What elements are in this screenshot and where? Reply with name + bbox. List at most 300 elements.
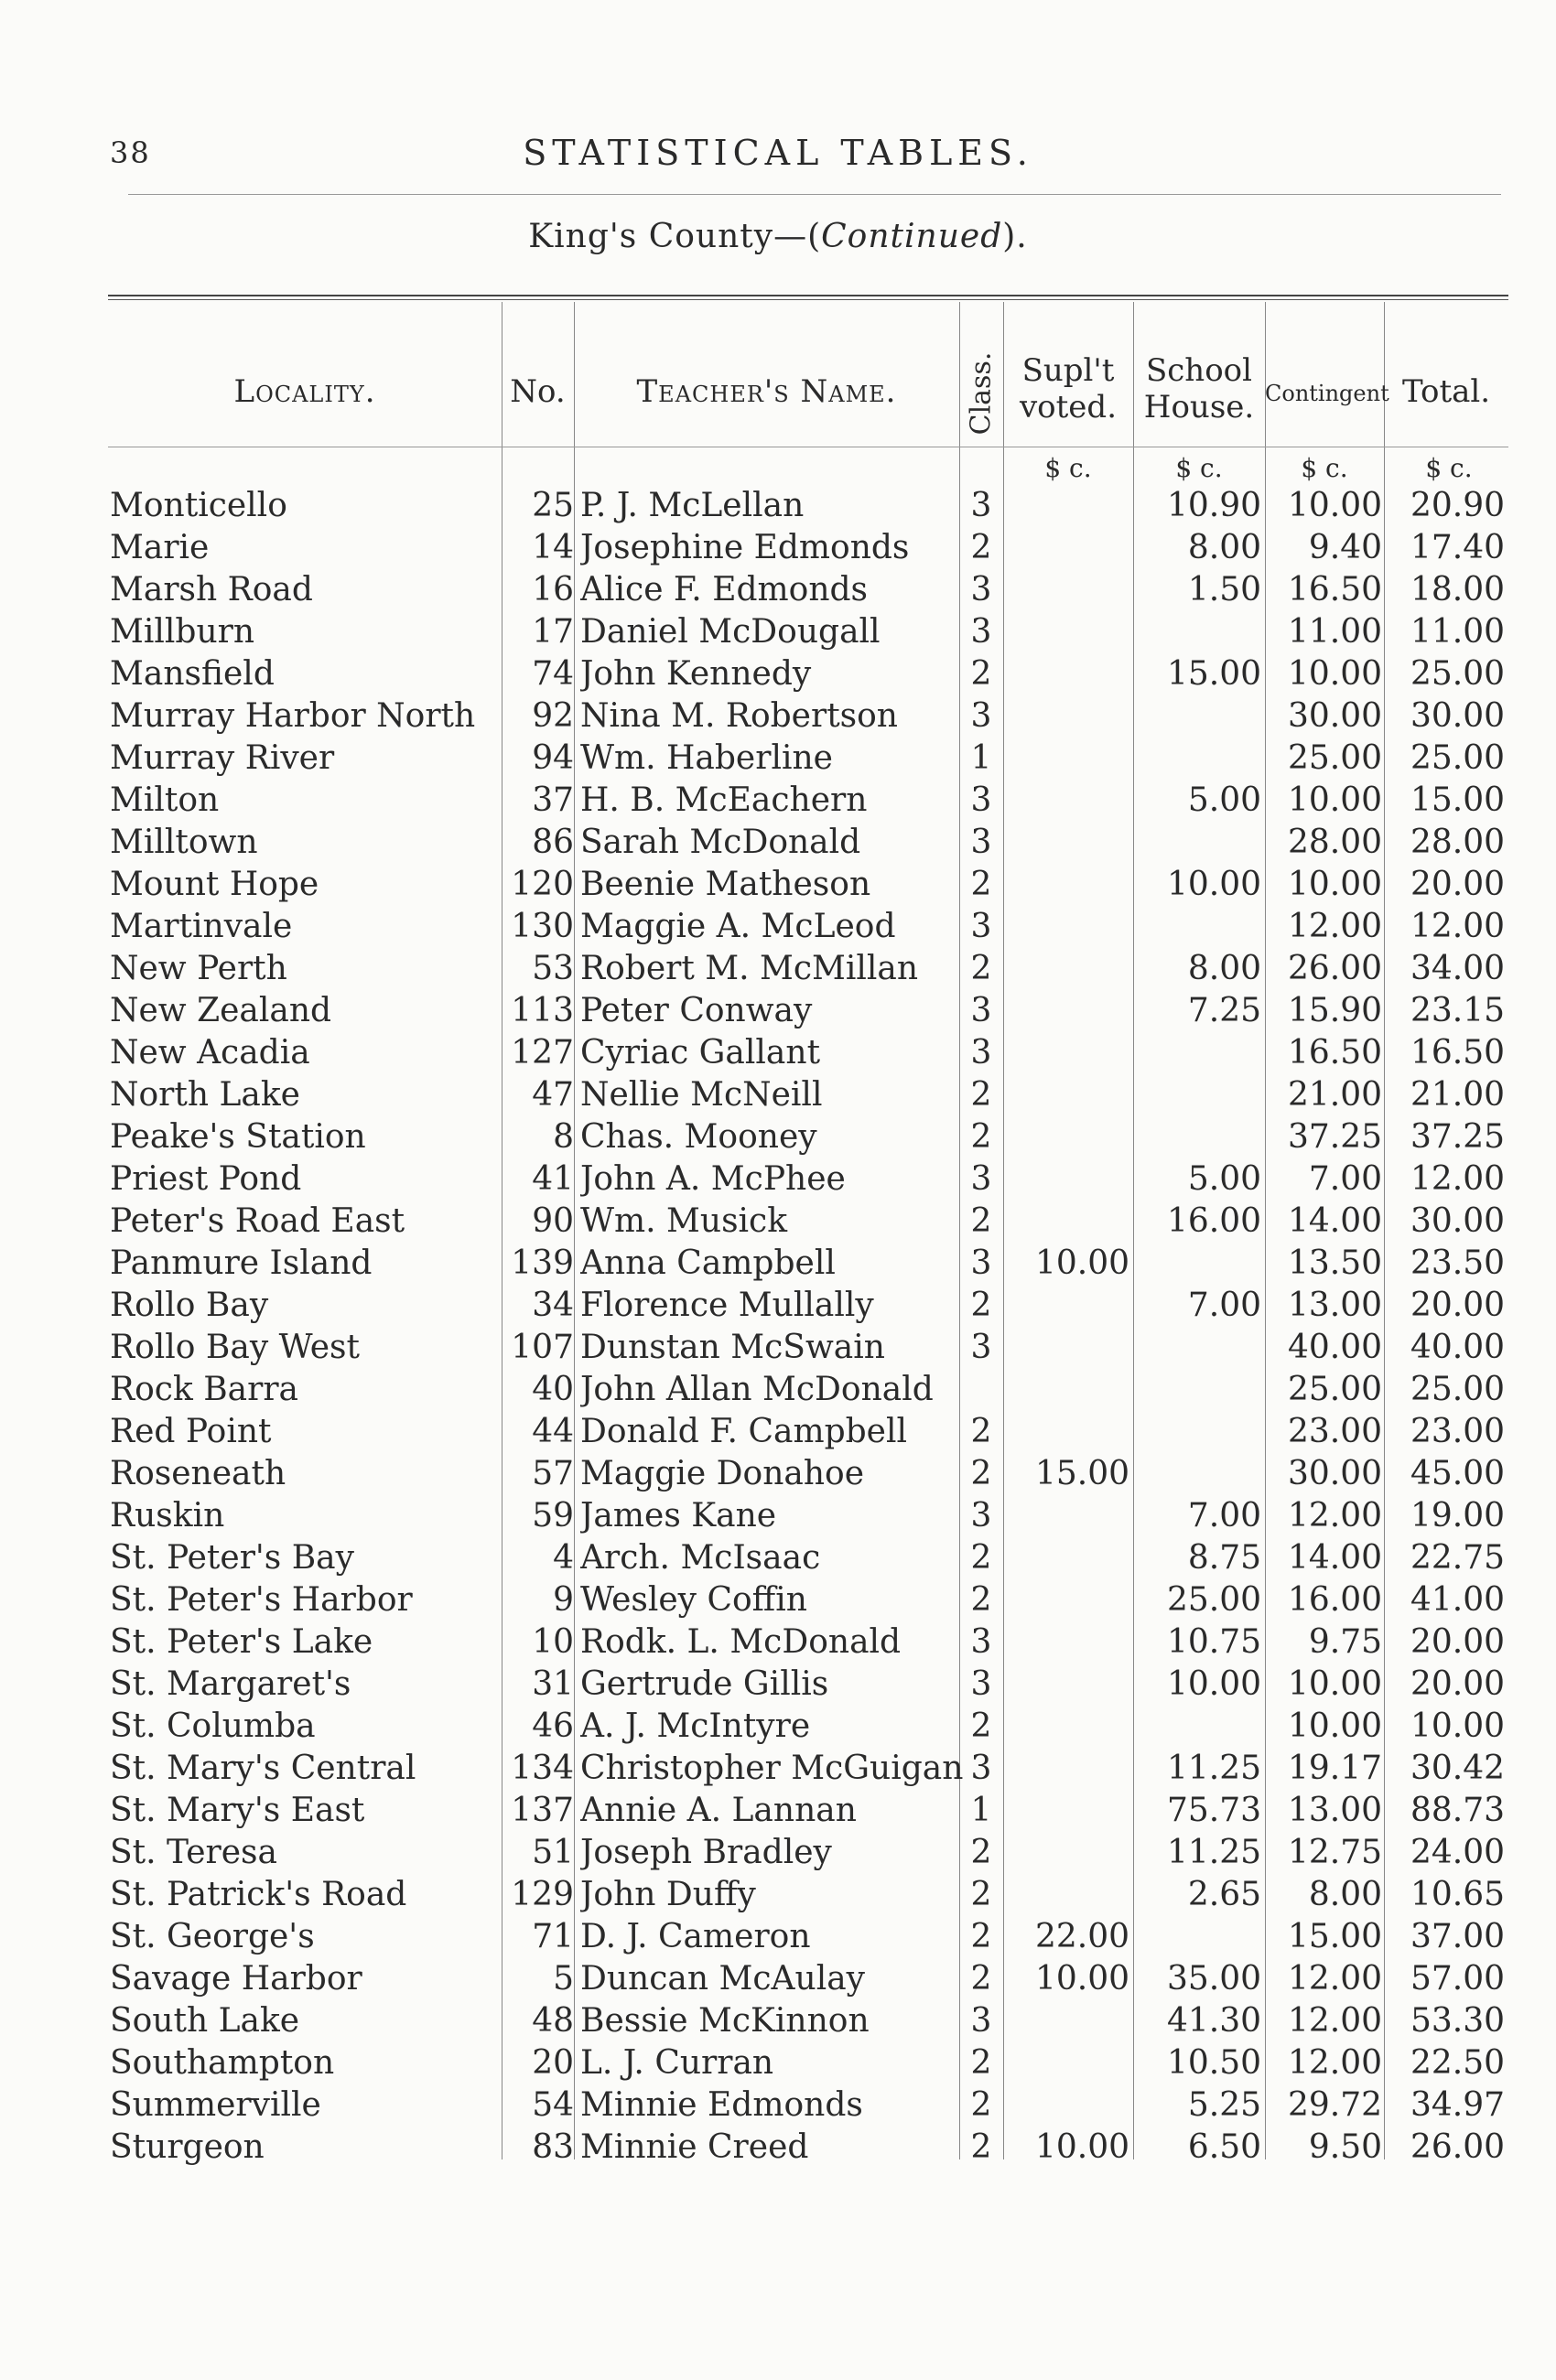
total-cell: 23.15 bbox=[1410, 992, 1505, 1029]
unit-school: $ c. bbox=[1175, 453, 1223, 483]
contingent-cell: 26.00 bbox=[1287, 950, 1382, 987]
table-row bbox=[0, 1032, 1556, 1074]
table-row bbox=[0, 1958, 1556, 2000]
table-row bbox=[0, 653, 1556, 695]
number-cell: 14 bbox=[532, 529, 574, 566]
school-header-line2: House. bbox=[1143, 389, 1255, 425]
teacher-name-cell: Maggie Donahoe bbox=[580, 1455, 865, 1492]
table-row bbox=[0, 906, 1556, 948]
number-cell: 57 bbox=[532, 1455, 574, 1492]
locality-cell: Murray River bbox=[110, 739, 335, 777]
number-cell: 54 bbox=[532, 2086, 574, 2124]
contingent-cell: 14.00 bbox=[1287, 1202, 1382, 1240]
contingent-cell: 12.00 bbox=[1287, 2002, 1382, 2040]
table-row bbox=[0, 611, 1556, 653]
locality-cell: Panmure Island bbox=[110, 1244, 373, 1282]
teacher-name-cell: Dunstan McSwain bbox=[580, 1329, 885, 1366]
teacher-name-cell: Annie A. Lannan bbox=[580, 1792, 857, 1829]
class-cell: 3 bbox=[970, 1160, 992, 1198]
school-house-cell: 8.00 bbox=[1187, 950, 1261, 987]
total-cell: 37.00 bbox=[1410, 1918, 1505, 1955]
locality-cell: Red Point bbox=[110, 1413, 272, 1450]
contingent-cell: 29.72 bbox=[1287, 2086, 1382, 2124]
subtitle-suffix: ). bbox=[1002, 218, 1028, 255]
number-cell: 94 bbox=[532, 739, 574, 777]
locality-cell: Rollo Bay bbox=[110, 1287, 269, 1324]
total-cell: 53.30 bbox=[1410, 2002, 1505, 2040]
teacher-name-cell: Chas. Mooney bbox=[580, 1118, 817, 1156]
class-cell: 2 bbox=[970, 1876, 992, 1913]
total-cell: 28.00 bbox=[1410, 824, 1505, 861]
class-cell: 3 bbox=[970, 2002, 992, 2040]
school-house-cell: 10.00 bbox=[1166, 1665, 1261, 1703]
class-cell: 3 bbox=[970, 1034, 992, 1072]
total-cell: 30.00 bbox=[1410, 697, 1505, 735]
contingent-cell: 13.00 bbox=[1287, 1287, 1382, 1324]
locality-cell: Sturgeon bbox=[110, 2128, 265, 2166]
contingent-cell: 10.00 bbox=[1287, 1665, 1382, 1703]
locality-cell: St. George's bbox=[110, 1918, 315, 1955]
class-cell: 1 bbox=[970, 1792, 992, 1829]
contingent-cell: 14.00 bbox=[1287, 1539, 1382, 1577]
number-cell: 25 bbox=[532, 487, 574, 524]
contingent-cell: 19.17 bbox=[1287, 1750, 1382, 1787]
locality-cell: Marsh Road bbox=[110, 571, 313, 608]
locality-cell: St. Mary's Central bbox=[110, 1750, 416, 1787]
number-cell: 90 bbox=[532, 1202, 574, 1240]
locality-cell: Summerville bbox=[110, 2086, 321, 2124]
locality-cell: Peake's Station bbox=[110, 1118, 366, 1156]
number-cell: 44 bbox=[532, 1413, 574, 1450]
contingent-cell: 12.00 bbox=[1287, 1497, 1382, 1535]
locality-cell: St. Peter's Lake bbox=[110, 1623, 373, 1661]
school-house-cell: 6.50 bbox=[1187, 2128, 1261, 2166]
locality-cell: Millburn bbox=[110, 613, 255, 651]
locality-cell: St. Mary's East bbox=[110, 1792, 365, 1829]
class-cell: 3 bbox=[970, 992, 992, 1029]
table-row bbox=[0, 1916, 1556, 1958]
contingent-cell: 12.75 bbox=[1287, 1834, 1382, 1871]
number-cell: 86 bbox=[532, 824, 574, 861]
class-cell: 3 bbox=[970, 1623, 992, 1661]
total-cell: 22.75 bbox=[1410, 1539, 1505, 1577]
unit-contingent: $ c. bbox=[1301, 453, 1348, 483]
locality-cell: Southampton bbox=[110, 2044, 335, 2082]
class-cell: 2 bbox=[970, 1413, 992, 1450]
number-cell: 71 bbox=[532, 1918, 574, 1955]
number-cell: 129 bbox=[511, 1876, 574, 1913]
class-cell: 3 bbox=[970, 487, 992, 524]
school-house-cell: 11.25 bbox=[1166, 1750, 1261, 1787]
locality-cell: Savage Harbor bbox=[110, 1960, 362, 1998]
school-house-cell: 8.75 bbox=[1187, 1539, 1261, 1577]
class-cell: 2 bbox=[970, 2044, 992, 2082]
school-house-cell: 5.25 bbox=[1187, 2086, 1261, 2124]
school-house-cell: 15.00 bbox=[1166, 655, 1261, 693]
contingent-cell: 30.00 bbox=[1287, 697, 1382, 735]
locality-cell: Mansfield bbox=[110, 655, 275, 693]
supl-header-line2: voted. bbox=[1019, 389, 1118, 425]
table-row bbox=[0, 1158, 1556, 1201]
locality-cell: Martinvale bbox=[110, 908, 293, 945]
table-row bbox=[0, 948, 1556, 990]
teacher-name-cell: Nellie McNeill bbox=[580, 1076, 823, 1114]
number-cell: 31 bbox=[532, 1665, 574, 1703]
table-row bbox=[0, 2084, 1556, 2127]
column-header-no: No. bbox=[510, 373, 566, 410]
contingent-cell: 7.00 bbox=[1308, 1160, 1382, 1198]
school-house-cell: 5.00 bbox=[1187, 781, 1261, 819]
class-cell: 2 bbox=[970, 655, 992, 693]
total-cell: 12.00 bbox=[1410, 908, 1505, 945]
column-header-contingent: Contingent bbox=[1265, 381, 1389, 406]
teacher-name-cell: Wm. Musick bbox=[580, 1202, 788, 1240]
school-house-cell: 16.00 bbox=[1166, 1202, 1261, 1240]
table-row bbox=[0, 2000, 1556, 2042]
total-cell: 30.00 bbox=[1410, 1202, 1505, 1240]
class-cell: 3 bbox=[970, 1329, 992, 1366]
column-header-teacher: Teacher's Name. bbox=[636, 373, 897, 410]
table-row bbox=[0, 990, 1556, 1032]
total-cell: 24.00 bbox=[1410, 1834, 1505, 1871]
class-cell: 1 bbox=[970, 739, 992, 777]
number-cell: 48 bbox=[532, 2002, 574, 2040]
number-cell: 51 bbox=[532, 1834, 574, 1871]
locality-cell: Priest Pond bbox=[110, 1160, 302, 1198]
total-cell: 17.40 bbox=[1410, 529, 1505, 566]
number-cell: 5 bbox=[553, 1960, 574, 1998]
locality-cell: New Perth bbox=[110, 950, 287, 987]
total-cell: 25.00 bbox=[1410, 655, 1505, 693]
table-row bbox=[0, 527, 1556, 569]
supl-voted-cell: 10.00 bbox=[1034, 2128, 1129, 2166]
total-cell: 10.65 bbox=[1410, 1876, 1505, 1913]
header-rule bbox=[128, 194, 1501, 195]
column-header-class bbox=[963, 339, 1000, 448]
table-row bbox=[0, 1285, 1556, 1327]
subtitle-italic: Continued bbox=[821, 218, 1003, 255]
class-cell: 2 bbox=[970, 1960, 992, 1998]
table-row bbox=[0, 1327, 1556, 1369]
contingent-cell: 16.00 bbox=[1287, 1581, 1382, 1619]
teacher-name-cell: H. B. McEachern bbox=[580, 781, 868, 819]
table-row bbox=[0, 1832, 1556, 1874]
unit-supl: $ c. bbox=[1044, 453, 1092, 483]
table-top-rule bbox=[108, 295, 1508, 300]
class-cell: 3 bbox=[970, 1665, 992, 1703]
contingent-cell: 9.50 bbox=[1308, 2128, 1382, 2166]
total-cell: 21.00 bbox=[1410, 1076, 1505, 1114]
school-house-cell: 1.50 bbox=[1187, 571, 1261, 608]
total-cell: 23.50 bbox=[1410, 1244, 1505, 1282]
contingent-cell: 13.00 bbox=[1287, 1792, 1382, 1829]
teacher-name-cell: Duncan McAulay bbox=[580, 1960, 866, 1998]
number-cell: 34 bbox=[532, 1287, 574, 1324]
table-row bbox=[0, 1369, 1556, 1411]
class-cell: 2 bbox=[970, 1581, 992, 1619]
contingent-cell: 16.50 bbox=[1287, 1034, 1382, 1072]
teacher-name-cell: John Kennedy bbox=[580, 655, 812, 693]
class-cell: 2 bbox=[970, 2086, 992, 2124]
table-row bbox=[0, 864, 1556, 906]
teacher-name-cell: P. J. McLellan bbox=[580, 487, 805, 524]
school-house-cell: 10.00 bbox=[1166, 866, 1261, 903]
contingent-cell: 30.00 bbox=[1287, 1455, 1382, 1492]
teacher-name-cell: A. J. McIntyre bbox=[580, 1707, 811, 1745]
teacher-name-cell: Wm. Haberline bbox=[580, 739, 833, 777]
school-house-cell: 75.73 bbox=[1166, 1792, 1261, 1829]
locality-cell: St. Peter's Harbor bbox=[110, 1581, 413, 1619]
supl-voted-cell: 10.00 bbox=[1034, 1244, 1129, 1282]
teacher-name-cell: Minnie Creed bbox=[580, 2128, 809, 2166]
number-cell: 41 bbox=[532, 1160, 574, 1198]
number-cell: 130 bbox=[511, 908, 574, 945]
locality-cell: St. Patrick's Road bbox=[110, 1876, 407, 1913]
number-cell: 47 bbox=[532, 1076, 574, 1114]
locality-cell: New Acadia bbox=[110, 1034, 310, 1072]
table-row bbox=[0, 1453, 1556, 1495]
teacher-name-cell: John Allan McDonald bbox=[580, 1371, 934, 1408]
class-header-text: Class. bbox=[965, 351, 998, 436]
contingent-cell: 12.00 bbox=[1287, 2044, 1382, 2082]
total-cell: 23.00 bbox=[1410, 1413, 1505, 1450]
supl-voted-cell: 15.00 bbox=[1034, 1455, 1129, 1492]
contingent-cell: 16.50 bbox=[1287, 571, 1382, 608]
total-cell: 16.50 bbox=[1410, 1034, 1505, 1072]
unit-total: $ c. bbox=[1425, 453, 1473, 483]
table-row bbox=[0, 1874, 1556, 1916]
locality-cell: Milltown bbox=[110, 824, 258, 861]
number-cell: 53 bbox=[532, 950, 574, 987]
locality-cell: Murray Harbor North bbox=[110, 697, 476, 735]
school-house-cell: 7.25 bbox=[1187, 992, 1261, 1029]
class-cell: 2 bbox=[970, 1118, 992, 1156]
table-row bbox=[0, 1116, 1556, 1158]
contingent-cell: 12.00 bbox=[1287, 1960, 1382, 1998]
class-cell: 2 bbox=[970, 866, 992, 903]
teacher-name-cell: Daniel McDougall bbox=[580, 613, 881, 651]
table-row bbox=[0, 780, 1556, 822]
contingent-cell: 15.90 bbox=[1287, 992, 1382, 1029]
class-cell: 3 bbox=[970, 781, 992, 819]
number-cell: 139 bbox=[511, 1244, 574, 1282]
table-row bbox=[0, 738, 1556, 780]
locality-cell: St. Peter's Bay bbox=[110, 1539, 354, 1577]
total-cell: 41.00 bbox=[1410, 1581, 1505, 1619]
total-cell: 45.00 bbox=[1410, 1455, 1505, 1492]
total-cell: 25.00 bbox=[1410, 1371, 1505, 1408]
school-house-cell: 10.75 bbox=[1166, 1623, 1261, 1661]
total-cell: 34.00 bbox=[1410, 950, 1505, 987]
table-row bbox=[0, 1243, 1556, 1285]
number-cell: 37 bbox=[532, 781, 574, 819]
subtitle-prefix: King's County—( bbox=[528, 218, 822, 255]
unit-row bbox=[0, 453, 1556, 486]
class-cell: 2 bbox=[970, 1834, 992, 1871]
table-row bbox=[0, 1706, 1556, 1748]
number-cell: 9 bbox=[553, 1581, 574, 1619]
number-cell: 10 bbox=[532, 1623, 574, 1661]
school-house-cell: 7.00 bbox=[1187, 1287, 1261, 1324]
locality-cell: Rock Barra bbox=[110, 1371, 298, 1408]
contingent-cell: 37.25 bbox=[1287, 1118, 1382, 1156]
table-row bbox=[0, 1748, 1556, 1790]
contingent-cell: 13.50 bbox=[1287, 1244, 1382, 1282]
number-cell: 107 bbox=[511, 1329, 574, 1366]
table-subtitle bbox=[0, 218, 1556, 255]
locality-cell: Milton bbox=[110, 781, 220, 819]
contingent-cell: 10.00 bbox=[1287, 781, 1382, 819]
number-cell: 40 bbox=[532, 1371, 574, 1408]
teacher-name-cell: Donald F. Campbell bbox=[580, 1413, 908, 1450]
teacher-name-cell: Minnie Edmonds bbox=[580, 2086, 863, 2124]
school-house-cell: 25.00 bbox=[1166, 1581, 1261, 1619]
teacher-name-cell: Gertrude Gillis bbox=[580, 1665, 829, 1703]
total-cell: 11.00 bbox=[1410, 613, 1505, 651]
total-cell: 57.00 bbox=[1410, 1960, 1505, 1998]
number-cell: 120 bbox=[511, 866, 574, 903]
table-row bbox=[0, 1664, 1556, 1706]
total-cell: 34.97 bbox=[1410, 2086, 1505, 2124]
teacher-name-cell: Nina M. Robertson bbox=[580, 697, 898, 735]
page-header: STATISTICAL TABLES. bbox=[523, 133, 1033, 173]
table-row bbox=[0, 1495, 1556, 1537]
class-cell: 3 bbox=[970, 1244, 992, 1282]
number-cell: 16 bbox=[532, 571, 574, 608]
teacher-name-cell: John A. McPhee bbox=[580, 1160, 846, 1198]
class-cell: 3 bbox=[970, 824, 992, 861]
number-cell: 8 bbox=[553, 1118, 574, 1156]
teacher-name-cell: Joseph Bradley bbox=[580, 1834, 832, 1871]
contingent-cell: 9.75 bbox=[1308, 1623, 1382, 1661]
total-cell: 30.42 bbox=[1410, 1750, 1505, 1787]
locality-cell: Monticello bbox=[110, 487, 287, 524]
total-cell: 19.00 bbox=[1410, 1497, 1505, 1535]
class-cell: 2 bbox=[970, 2128, 992, 2166]
class-cell: 2 bbox=[970, 1918, 992, 1955]
school-house-cell: 11.25 bbox=[1166, 1834, 1261, 1871]
table-row bbox=[0, 2042, 1556, 2084]
locality-cell: St. Teresa bbox=[110, 1834, 277, 1871]
number-cell: 127 bbox=[511, 1034, 574, 1072]
locality-cell: St. Margaret's bbox=[110, 1665, 351, 1703]
teacher-name-cell: Alice F. Edmonds bbox=[580, 571, 869, 608]
locality-cell: North Lake bbox=[110, 1076, 300, 1114]
column-header-school bbox=[1133, 352, 1265, 425]
number-cell: 46 bbox=[532, 1707, 574, 1745]
total-cell: 40.00 bbox=[1410, 1329, 1505, 1366]
class-cell: 3 bbox=[970, 613, 992, 651]
teacher-name-cell: Arch. McIsaac bbox=[580, 1539, 821, 1577]
locality-cell: New Zealand bbox=[110, 992, 332, 1029]
total-cell: 25.00 bbox=[1410, 739, 1505, 777]
class-cell: 3 bbox=[970, 697, 992, 735]
class-cell: 2 bbox=[970, 1707, 992, 1745]
contingent-cell: 10.00 bbox=[1287, 487, 1382, 524]
table-row bbox=[0, 1537, 1556, 1579]
school-house-cell: 8.00 bbox=[1187, 529, 1261, 566]
teacher-name-cell: Christopher McGuigan bbox=[580, 1750, 964, 1787]
total-cell: 10.00 bbox=[1410, 1707, 1505, 1745]
table-row bbox=[0, 485, 1556, 527]
class-cell: 2 bbox=[970, 950, 992, 987]
teacher-name-cell: L. J. Curran bbox=[580, 2044, 774, 2082]
total-cell: 12.00 bbox=[1410, 1160, 1505, 1198]
total-cell: 20.00 bbox=[1410, 1287, 1505, 1324]
number-cell: 4 bbox=[553, 1539, 574, 1577]
class-cell: 3 bbox=[970, 1497, 992, 1535]
contingent-cell: 15.00 bbox=[1287, 1918, 1382, 1955]
table-row bbox=[0, 695, 1556, 738]
locality-cell: Mount Hope bbox=[110, 866, 319, 903]
total-cell: 37.25 bbox=[1410, 1118, 1505, 1156]
total-cell: 22.50 bbox=[1410, 2044, 1505, 2082]
locality-cell: Peter's Road East bbox=[110, 1202, 405, 1240]
teacher-name-cell: Beenie Matheson bbox=[580, 866, 871, 903]
locality-cell: Roseneath bbox=[110, 1455, 286, 1492]
number-cell: 59 bbox=[532, 1497, 574, 1535]
contingent-cell: 9.40 bbox=[1308, 529, 1382, 566]
contingent-cell: 11.00 bbox=[1287, 613, 1382, 651]
supl-voted-cell: 22.00 bbox=[1034, 1918, 1129, 1955]
teacher-name-cell: James Kane bbox=[580, 1497, 777, 1535]
teacher-name-cell: John Duffy bbox=[580, 1876, 756, 1913]
teacher-name-cell: Florence Mullally bbox=[580, 1287, 874, 1324]
page-number: 38 bbox=[110, 135, 151, 170]
school-house-cell: 7.00 bbox=[1187, 1497, 1261, 1535]
number-cell: 20 bbox=[532, 2044, 574, 2082]
class-cell: 2 bbox=[970, 1076, 992, 1114]
total-cell: 20.00 bbox=[1410, 1623, 1505, 1661]
table-row bbox=[0, 1621, 1556, 1664]
contingent-cell: 10.00 bbox=[1287, 866, 1382, 903]
school-house-cell: 2.65 bbox=[1187, 1876, 1261, 1913]
contingent-cell: 8.00 bbox=[1308, 1876, 1382, 1913]
column-header-locality: Locality. bbox=[233, 373, 376, 410]
number-cell: 74 bbox=[532, 655, 574, 693]
number-cell: 113 bbox=[511, 992, 574, 1029]
table-row bbox=[0, 822, 1556, 864]
total-cell: 20.00 bbox=[1410, 1665, 1505, 1703]
total-cell: 20.00 bbox=[1410, 866, 1505, 903]
contingent-cell: 23.00 bbox=[1287, 1413, 1382, 1450]
teacher-name-cell: Robert M. McMillan bbox=[580, 950, 919, 987]
table-row bbox=[0, 1579, 1556, 1621]
teacher-name-cell: Bessie McKinnon bbox=[580, 2002, 870, 2040]
teacher-name-cell: Anna Campbell bbox=[580, 1244, 836, 1282]
table-row bbox=[0, 1201, 1556, 1243]
school-house-cell: 41.30 bbox=[1166, 2002, 1261, 2040]
school-header-line1: School bbox=[1145, 352, 1253, 389]
contingent-cell: 40.00 bbox=[1287, 1329, 1382, 1366]
number-cell: 92 bbox=[532, 697, 574, 735]
contingent-cell: 10.00 bbox=[1287, 655, 1382, 693]
class-cell: 2 bbox=[970, 1202, 992, 1240]
number-cell: 137 bbox=[511, 1792, 574, 1829]
teacher-name-cell: Rodk. L. McDonald bbox=[580, 1623, 902, 1661]
total-cell: 88.73 bbox=[1410, 1792, 1505, 1829]
table-row bbox=[0, 1074, 1556, 1116]
contingent-cell: 25.00 bbox=[1287, 1371, 1382, 1408]
column-header-supl bbox=[1003, 352, 1133, 425]
teacher-name-cell: Josephine Edmonds bbox=[580, 529, 910, 566]
column-header-total: Total. bbox=[1401, 373, 1491, 410]
teacher-name-cell: Maggie A. McLeod bbox=[580, 908, 896, 945]
number-cell: 17 bbox=[532, 613, 574, 651]
class-cell: 3 bbox=[970, 571, 992, 608]
teacher-name-cell: Wesley Coffin bbox=[580, 1581, 807, 1619]
supl-header-line1: Supl't bbox=[1021, 352, 1115, 389]
